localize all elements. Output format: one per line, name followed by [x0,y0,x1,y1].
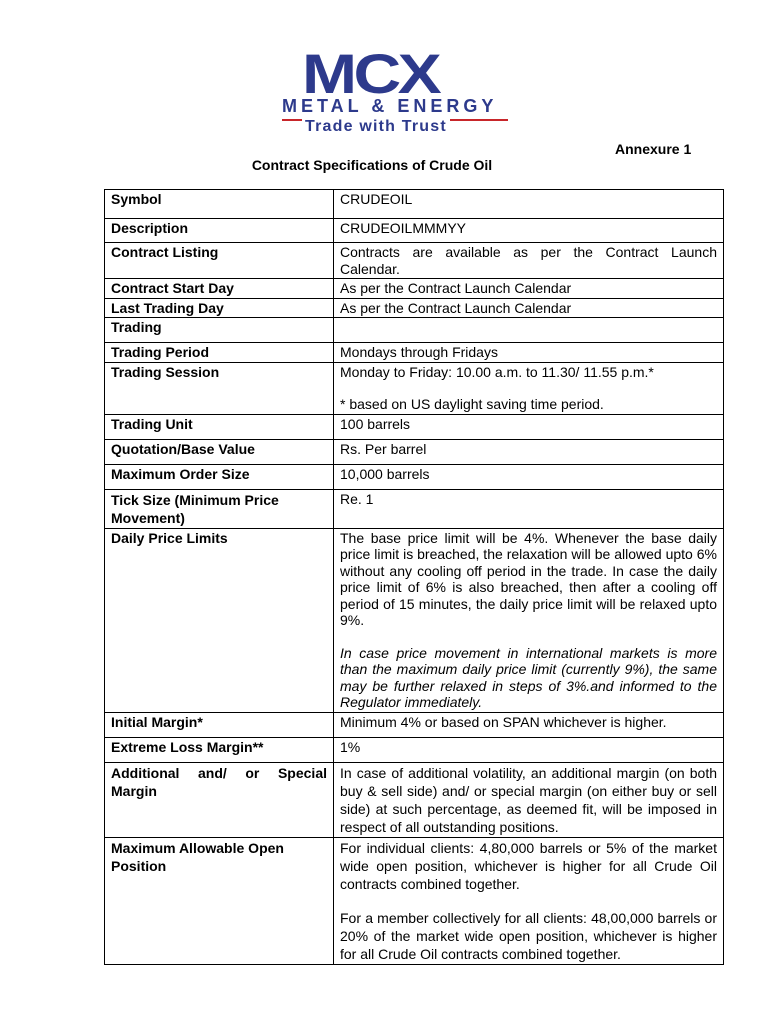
row-key: Contract Listing [105,243,334,279]
row-value: Monday to Friday: 10.00 a.m. to 11.30/ 11.55 p.m.* [340,363,654,380]
row-value-cell [334,528,724,712]
row-value-note: In case price movement in international markets is more than the maximum daily price limit (currently 9%), the same may be further relaxed in steps of 3%.and informed to the Regulator immediately. [340,644,717,710]
row-value: Minimum 4% or based on SPAN whichever is higher. [334,712,724,737]
row-value: CRUDEOILMMMYY [334,219,724,243]
spacer [340,380,717,396]
row-key: Additional and/ or Special Margin [105,762,334,837]
row-value: 10,000 barrels [334,464,724,489]
row-key: Maximum Allowable Open Position [105,837,334,964]
mcx-logo [280,42,512,138]
annexure-label: Annexure 1 [615,141,692,157]
table-row [105,439,724,464]
table-row [105,489,724,528]
row-key: Quotation/Base Value [105,439,334,464]
row-key: Initial Margin* [105,712,334,737]
spacer [340,629,717,645]
row-value: CRUDEOIL [334,190,724,219]
row-key: Daily Price Limits [105,528,334,712]
row-value: As per the Contract Launch Calendar [334,298,724,318]
logo-tagline: Trade with Trust [302,118,450,136]
row-value-cell [334,837,724,964]
table-row [105,279,724,299]
row-key: Maximum Order Size [105,464,334,489]
row-key: Contract Start Day [105,279,334,299]
row-value: Contracts are available as per the Contract Launch Calendar. [334,243,724,279]
row-key: Extreme Loss Margin** [105,737,334,762]
table-row [105,762,724,837]
row-key: Trading Period [105,343,334,363]
table-row [105,190,724,219]
logo-brand: MCX [302,42,439,105]
row-value: As per the Contract Launch Calendar [334,279,724,299]
table-row [105,528,724,712]
table-row [105,298,724,318]
row-key: Trading [105,318,334,343]
table-row [105,219,724,243]
row-value: Re. 1 [334,489,724,528]
row-value: 100 barrels [334,414,724,439]
spacer [340,893,717,909]
table-row [105,737,724,762]
row-value-note: * based on US daylight saving time period. [340,396,604,412]
page-title: Contract Specifications of Crude Oil [251,157,493,173]
table-row [105,243,724,279]
row-key: Last Trading Day [105,298,334,318]
row-key: Description [105,219,334,243]
logo-line1: METAL & ENERGY [282,96,498,116]
table-row [105,318,724,343]
row-value-note: For a member collectively for all clients: 48,00,000 barrels or 20% of the market wide open position, whichever is higher for all Crude Oil contracts combined together. [340,909,717,962]
row-key: Tick Size (Minimum Price Movement) [105,489,334,528]
row-value-cell [334,362,724,414]
row-key: Symbol [105,190,334,219]
table-row [105,362,724,414]
row-key: Trading Unit [105,414,334,439]
table-row [105,712,724,737]
row-value: 1% [334,737,724,762]
row-value: In case of additional volatility, an additional margin (on both buy & sell side) and/ or special margin (on either buy or sell side) at such percentage, as deemed fit, will be imposed in respect of all outstanding positions. [334,762,724,837]
row-key: Trading Session [105,362,334,414]
table-row [105,464,724,489]
contract-spec-table [104,189,724,965]
table-row [105,837,724,964]
row-value: Mondays through Fridays [334,343,724,363]
row-value: The base price limit will be 4%. Whenever the base daily price limit is breached, the relaxation will be allowed upto 6% without any cooling off period in the trade. In case the daily price limit of 6% is also breached, then after a cooling off period of 15 minutes, the daily price limit will be relaxed upto 9%. [340,529,717,628]
row-value: Rs. Per barrel [334,439,724,464]
row-value: For individual clients: 4,80,000 barrels or 5% of the market wide open position, whichever is higher for all Crude Oil contracts combined together. [340,839,717,892]
row-value [334,318,724,343]
table-row [105,414,724,439]
table-row [105,343,724,363]
